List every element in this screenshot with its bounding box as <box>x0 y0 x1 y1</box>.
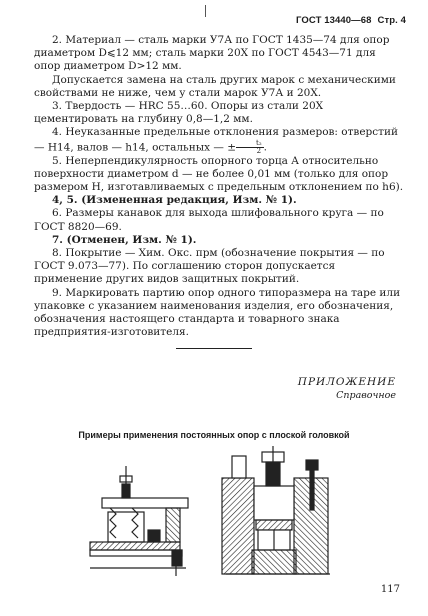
support-drawings <box>80 446 340 578</box>
appendix-subtitle: Справочное <box>336 390 396 401</box>
requirements-text <box>34 34 404 339</box>
paragraph-grooves: 6. Размеры канавок для выхода шлифовального круга — по ГОСТ 8820—69. <box>34 207 384 233</box>
margin-mark <box>205 5 206 17</box>
paragraph-substitution: Допускается замена на сталь других марок с механическими свойствами не ниже, чем у стали марок У7А и 20Х. <box>34 73 396 99</box>
paragraph-coating: 8. Покрытие — Хим. Окс. прм (обозначение покрытия — по ГОСТ 9.073—77). По соглашению сторон допускается применение других видов защитных покрытий. <box>34 247 385 286</box>
paragraph-hardness: 3. Твердость — HRC 55…60. Опоры из стали 20Х цементировать на глубину 0,8—1,2 мм. <box>34 100 324 126</box>
page-number: 117 <box>380 584 400 595</box>
paragraph-cancelled-7: 7. (Отменен, Изм. № 1). <box>52 233 197 246</box>
page-label: Стр. 4 <box>377 15 406 26</box>
left-example-drawing <box>90 466 188 576</box>
appendix-title: ПРИЛОЖЕНИЕ <box>297 376 396 388</box>
paragraph-perpendicularity: 5. Неперпендикулярность опорного торца A относительно поверхности диаметром d — не более 0,01 мм (только для опор размером H, изготавливаемых с предельным отклонением по h6). <box>34 154 404 194</box>
fraction-numerator: t₂ <box>236 140 264 148</box>
paragraph-tolerances: 4. Неуказанные предельные отклонения размеров: отверстий — H14, валов — h14, остальных — ± $\frac{\text{t₂}}{2}$ . <box>34 126 398 155</box>
page-header <box>296 15 406 26</box>
paragraph-amendment-4-5: 4, 5. (Измененная редакция, Изм. № 1). <box>52 194 297 207</box>
paragraph-material: 2. Материал — сталь марки У7А по ГОСТ 1435—74 для опор диаметром D⩽12 мм; сталь марки 20Х по ГОСТ 4543—71 для опор диаметром D>12 мм. <box>34 34 390 73</box>
appendix-heading <box>298 376 396 401</box>
fraction-denominator: 2 <box>256 146 262 155</box>
paragraph-marking: 9. Маркировать партию опор одного типоразмера на таре или упаковке с указанием наименования изделия, его обозначения, обозначения настоящего стандарта и товарного знака предприятия-изготовителя. <box>34 286 401 339</box>
tolerances-text: 4. Неуказанные предельные отклонения размеров: отверстий — H14, валов — h14, остальных — ± <box>34 126 398 154</box>
figure-caption: Примеры применения постоянных опор с плоской головкой <box>78 430 350 440</box>
right-example-drawing <box>222 446 330 574</box>
section-divider <box>176 348 252 349</box>
tolerance-fraction <box>236 140 264 155</box>
standard-number: ГОСТ 13440—68 <box>296 15 372 26</box>
